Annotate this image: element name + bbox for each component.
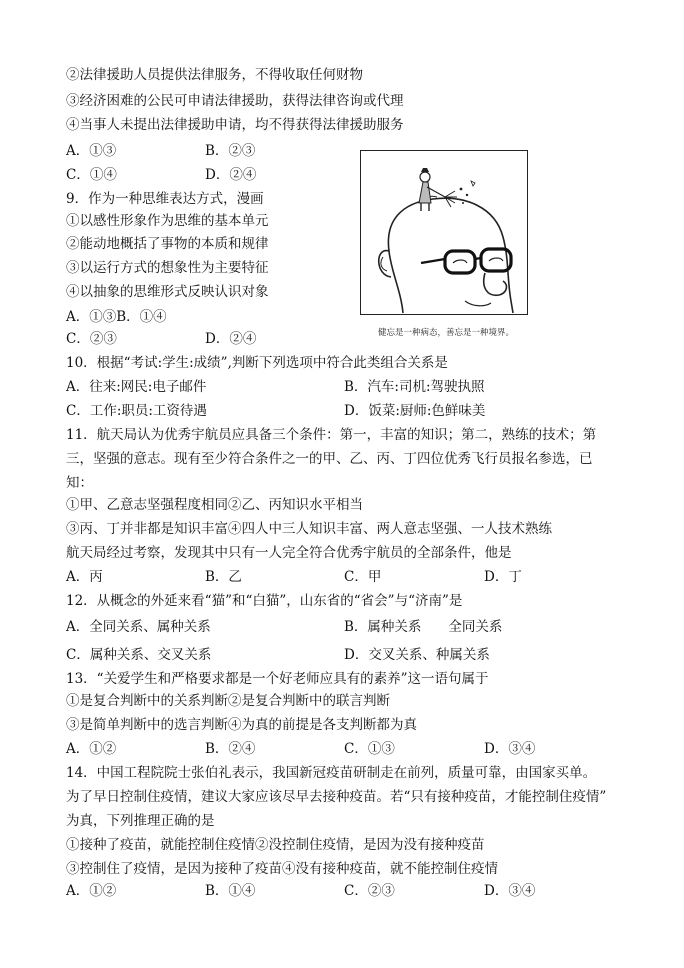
q13-statements-1-2: ①是复合判断中的关系判断②是复合判断中的联言判断 — [66, 693, 390, 709]
q11-option-d: D．丁 — [484, 569, 522, 585]
q14-option-c: C．②③ — [344, 883, 395, 899]
q12-option-c: C．属种关系、交叉关系 — [66, 647, 212, 663]
q14-stem-line-2: 为了早日控制住疫情，建议大家应该尽早去接种疫苗。若“只有接种疫苗，才能控制住疫情” — [66, 789, 607, 805]
q13-option-b: B．②④ — [205, 741, 256, 757]
q11-condition-1-2: ①甲、乙意志坚强程度相同②乙、丙知识水平相当 — [66, 497, 363, 513]
q13-option-c: C．①③ — [344, 741, 395, 757]
q13-statements-3-4: ③是简单判断中的选言判断④为真的前提是各支判断都为真 — [66, 717, 417, 733]
q12-option-b: B．属种关系 全同关系 — [344, 619, 503, 635]
q14-stem-line-1: 14．中国工程院院士张伯礼表示，我国新冠疫苗研制走在前列，质量可靠，由国家买单。 — [66, 765, 597, 781]
q8-option-b: B．②③ — [205, 143, 256, 159]
q8-option-d: D．②④ — [205, 167, 257, 183]
q12-stem: 12．从概念的外延来看“猫”和“白猫”，山东省的“省会”与“济南”是 — [66, 593, 463, 609]
q14-option-d: D．③④ — [484, 883, 536, 899]
q10-option-b: B．汽车:司机:驾驶执照 — [344, 379, 485, 395]
q12-option-a: A．全同关系、属种关系 — [66, 619, 211, 635]
q8-option-a: A．①③ — [66, 143, 117, 159]
q11-question: 航天局经过考察，发现其中只有一人完全符合优秀宇航员的全部条件，他是 — [66, 545, 512, 561]
q11-stem-line-3: 知： — [66, 475, 93, 491]
q9-stem: 9．作为一种思维表达方式，漫画 — [66, 191, 264, 207]
q8-statement-4: ④当事人未提出法律援助申请，均不得获得法律援助服务 — [66, 117, 404, 133]
q9-option-c: C．②③ — [66, 331, 117, 347]
q11-option-a: A．丙 — [66, 569, 103, 585]
q9-option-d: D．②④ — [205, 331, 257, 347]
q11-option-c: C．甲 — [344, 569, 382, 585]
cartoon-head-illustration — [361, 151, 527, 314]
cartoon-caption: 健忘是一种病态，善忘是一种境界。 — [377, 328, 514, 338]
q9-statement-3: ③以运行方式的想象性为主要特征 — [66, 260, 269, 276]
q9-statement-2: ②能动地概括了事物的本质和规律 — [66, 236, 269, 252]
q14-statements-3-4: ③控制住了疫情，是因为接种了疫苗④没有接种疫苗，就不能控制住疫情 — [66, 861, 498, 877]
q8-statement-2: ②法律援助人员提供法律服务，不得收取任何财物 — [66, 67, 363, 83]
q11-option-b: B．乙 — [205, 569, 242, 585]
q11-stem-line-2: 三，坚强的意志。现有至少符合条件之一的甲、乙、丙、丁四位优秀飞行员报名参选，已 — [66, 451, 593, 467]
q8-statement-3: ③经济困难的公民可申请法律援助，获得法律咨询或代理 — [66, 93, 404, 109]
q12-option-d: D．交叉关系、种属关系 — [344, 647, 490, 663]
cartoon-figure — [360, 150, 528, 315]
q11-condition-3-4: ③丙、丁并非都是知识丰富④四人中三人知识丰富、两人意志坚强、一人技术熟练 — [66, 521, 552, 537]
q14-stem-line-3: 为真，下列推理正确的是 — [66, 813, 215, 829]
q8-option-c: C．①④ — [66, 167, 117, 183]
q14-option-a: A．①② — [66, 883, 117, 899]
q9-statement-1: ①以感性形象作为思维的基本单元 — [66, 213, 269, 229]
q13-option-d: D．③④ — [484, 741, 536, 757]
q11-stem-line-1: 11．航天局认为优秀宇航员应具备三个条件：第一，丰富的知识；第二，熟练的技术；第 — [66, 427, 597, 443]
q13-option-a: A．①② — [66, 741, 117, 757]
q9-statement-4: ④以抽象的思维形式反映认识对象 — [66, 284, 269, 300]
q14-statements-1-2: ①接种了疫苗，就能控制住疫情②没控制住疫情，是因为没有接种疫苗 — [66, 837, 485, 853]
q13-stem: 13．“关爱学生和严格要求都是一个好老师应具有的素养”这一语句属于 — [66, 671, 489, 687]
q10-option-c: C．工作:职员:工资待遇 — [66, 403, 207, 419]
q14-option-b: B．①④ — [205, 883, 256, 899]
q10-option-d: D．饭菜:厨师:色鲜味美 — [344, 403, 486, 419]
q10-stem: 10．根据“考试:学生:成绩”,判断下列选项中符合此类组合关系是 — [66, 355, 448, 371]
q10-option-a: A．往来:网民:电子邮件 — [66, 379, 207, 395]
q9-option-ab: A．①③B．①④ — [66, 309, 167, 325]
